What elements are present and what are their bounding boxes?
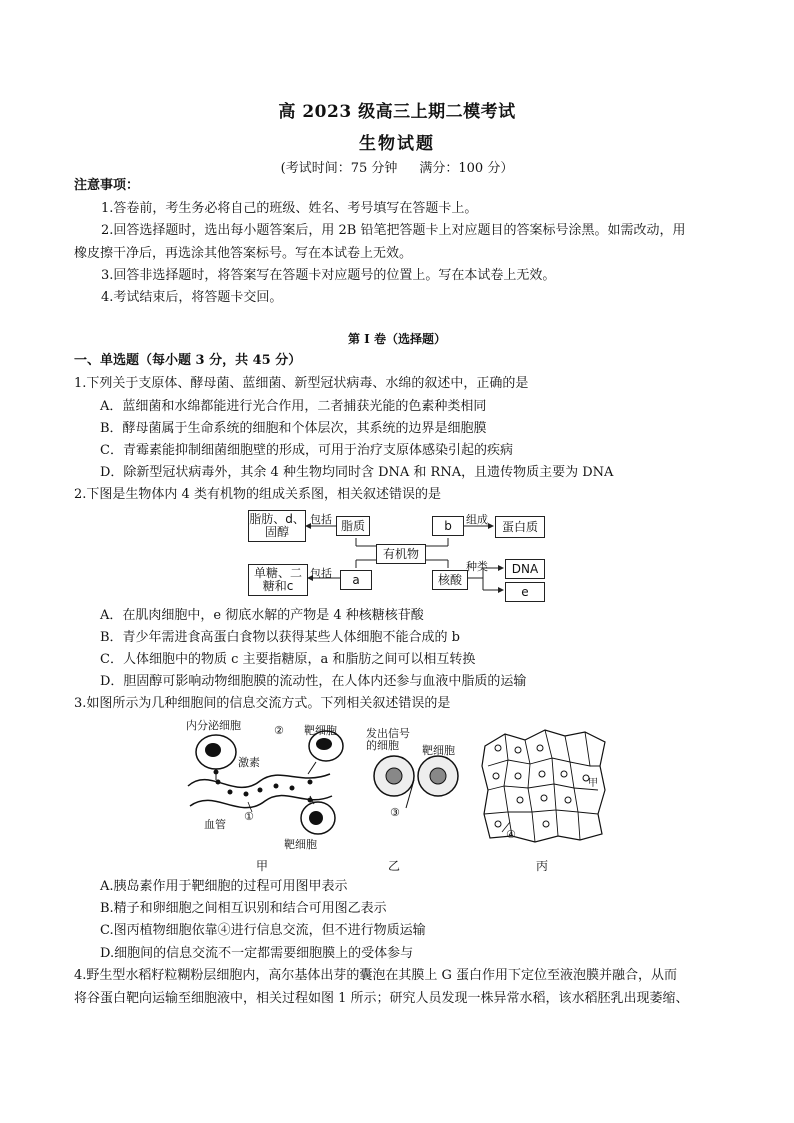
nucleic-box: 核酸 xyxy=(432,570,468,590)
q2-option-a: A．在肌肉细胞中，e 彻底水解的产物是 4 种核糖核苷酸 xyxy=(100,608,424,623)
signal-label-1: 发出信号 xyxy=(366,727,410,740)
notice-item-2b: 橡皮擦干净后，再选涂其他答案标号。写在本试卷上无效。 xyxy=(74,246,413,261)
kind-label: 种类 xyxy=(466,560,488,573)
exam-time: (考试时间：75 分钟 xyxy=(280,161,398,176)
q4-line-1: 4.野生型水稻籽粒糊粉层细胞内，高尔基体出芽的囊泡在其膜上 G 蛋白作用下定位至液泡膜并融合，从而 xyxy=(74,968,678,983)
exam-info xyxy=(0,157,794,176)
include-label-2: 包括 xyxy=(310,567,332,580)
q1-option-d: D．除新型冠状病毒外，其余 4 种生物均同时含 DNA 和 RNA，且遗传物质主要为 DNA xyxy=(100,465,614,480)
compose-label: 组成 xyxy=(466,513,488,526)
num-4-label: ④ xyxy=(506,828,516,841)
include-label-1: 包括 xyxy=(310,513,332,526)
b-box: b xyxy=(432,516,464,536)
center-box: 有机物 xyxy=(376,544,426,564)
hormone-label: 激素 xyxy=(238,756,260,769)
e-box: e xyxy=(505,582,545,602)
q3-option-c: C.图丙植物细胞依靠④进行信息交流，但不进行物质运输 xyxy=(100,923,426,938)
caption-bing: 丙 xyxy=(536,859,549,873)
sugar-box xyxy=(248,564,308,596)
notice-item-4: 4.考试结束后，将答题卡交回。 xyxy=(101,290,283,305)
notice-heading: 注意事项： xyxy=(74,178,140,193)
q3-figure xyxy=(180,716,620,874)
sugar-1: 单糖、二 xyxy=(253,566,302,580)
part-title: 一、单选题（每小题 3 分，共 45 分） xyxy=(74,353,302,368)
lipid-sub-1: 脂肪、d、 xyxy=(249,512,305,526)
q3-option-d: D.细胞间的信息交流不一定都需要细胞膜上的受体参与 xyxy=(100,946,414,961)
target1-label: 靶细胞 xyxy=(304,724,337,737)
vessel-label: 血管 xyxy=(204,818,226,831)
notice-item-1: 1.答卷前，考生务必将自己的班级、姓名、考号填写在答题卡上。 xyxy=(101,201,478,216)
sugar-2: 糖和c xyxy=(262,579,294,593)
q3-option-a: A.胰岛素作用于靶细胞的过程可用图甲表示 xyxy=(100,879,348,894)
q2-diagram xyxy=(248,508,548,604)
q1-option-a: A．蓝细菌和水绵都能进行光合作用，二者捕获光能的色素种类相同 xyxy=(100,399,487,414)
exam-title: 高 2023 级高三上期二模考试 xyxy=(278,102,516,122)
notice-item-3: 3.回答非选择题时，将答案写在答题卡对应题号的位置上。写在本试卷上无效。 xyxy=(101,268,556,283)
q1-stem: 1.下列关于支原体、酵母菌、蓝细菌、新型冠状病毒、水绵的叙述中，正确的是 xyxy=(74,376,529,391)
q3-stem: 3.如图所示为几种细胞间的信息交流方式。下列相关叙述错误的是 xyxy=(74,696,451,711)
lipid-sub-box xyxy=(248,510,306,542)
q4-line-2: 将谷蛋白靶向运输至细胞液中，相关过程如图 1 所示；研究人员发现一株异常水稻，该水稻胚乳出现萎缩、 xyxy=(74,991,689,1006)
full-score: 满分：100 分） xyxy=(419,161,514,176)
q1-option-c: C．青霉素能抑制细菌细胞壁的形成，可用于治疗支原体感染引起的疾病 xyxy=(100,443,513,458)
target2-label: 靶细胞 xyxy=(284,838,317,851)
q2-option-d: D．胆固醇可影响动物细胞膜的流动性，在人体内还参与血液中脂质的运输 xyxy=(100,674,527,689)
dna-box: DNA xyxy=(505,559,545,579)
num-1-label: ① xyxy=(244,810,254,823)
notice-item-2a: 2.回答选择题时，选出每小题答案后，用 2B 铅笔把答题卡上对应题目的答案标号涂黑。如需改动，用 xyxy=(101,223,686,238)
q2-option-b: B．青少年需进食高蛋白食物以获得某些人体细胞不能合成的 b xyxy=(100,630,461,645)
num-2-label: ② xyxy=(274,724,284,737)
endocrine-label: 内分泌细胞 xyxy=(186,719,241,732)
target3-label: 靶细胞 xyxy=(422,744,455,757)
jia-small-label: 甲 xyxy=(588,778,598,789)
section-title: 第 I 卷（选择题） xyxy=(348,332,446,346)
a-box: a xyxy=(340,570,372,590)
signal-label-2: 的细胞 xyxy=(366,739,399,752)
lipid-sub-2: 固醇 xyxy=(264,525,289,539)
num-3-label: ③ xyxy=(390,806,400,819)
q2-option-c: C．人体细胞中的物质 c 主要指糖原，a 和脂肪之间可以相互转换 xyxy=(100,652,476,667)
q2-stem: 2.下图是生物体内 4 类有机物的组成关系图，相关叙述错误的是 xyxy=(74,487,441,502)
lipid-box: 脂质 xyxy=(336,516,370,536)
caption-yi: 乙 xyxy=(388,859,401,873)
protein-box: 蛋白质 xyxy=(495,516,545,538)
signal-label xyxy=(366,728,410,752)
q3-option-b: B.精子和卵细胞之间相互识别和结合可用图乙表示 xyxy=(100,901,387,916)
caption-jia: 甲 xyxy=(256,859,269,873)
q1-option-b: B．酵母菌属于生命系统的细胞和个体层次，其系统的边界是细胞膜 xyxy=(100,421,487,436)
subject-title: 生物试题 xyxy=(359,134,435,154)
